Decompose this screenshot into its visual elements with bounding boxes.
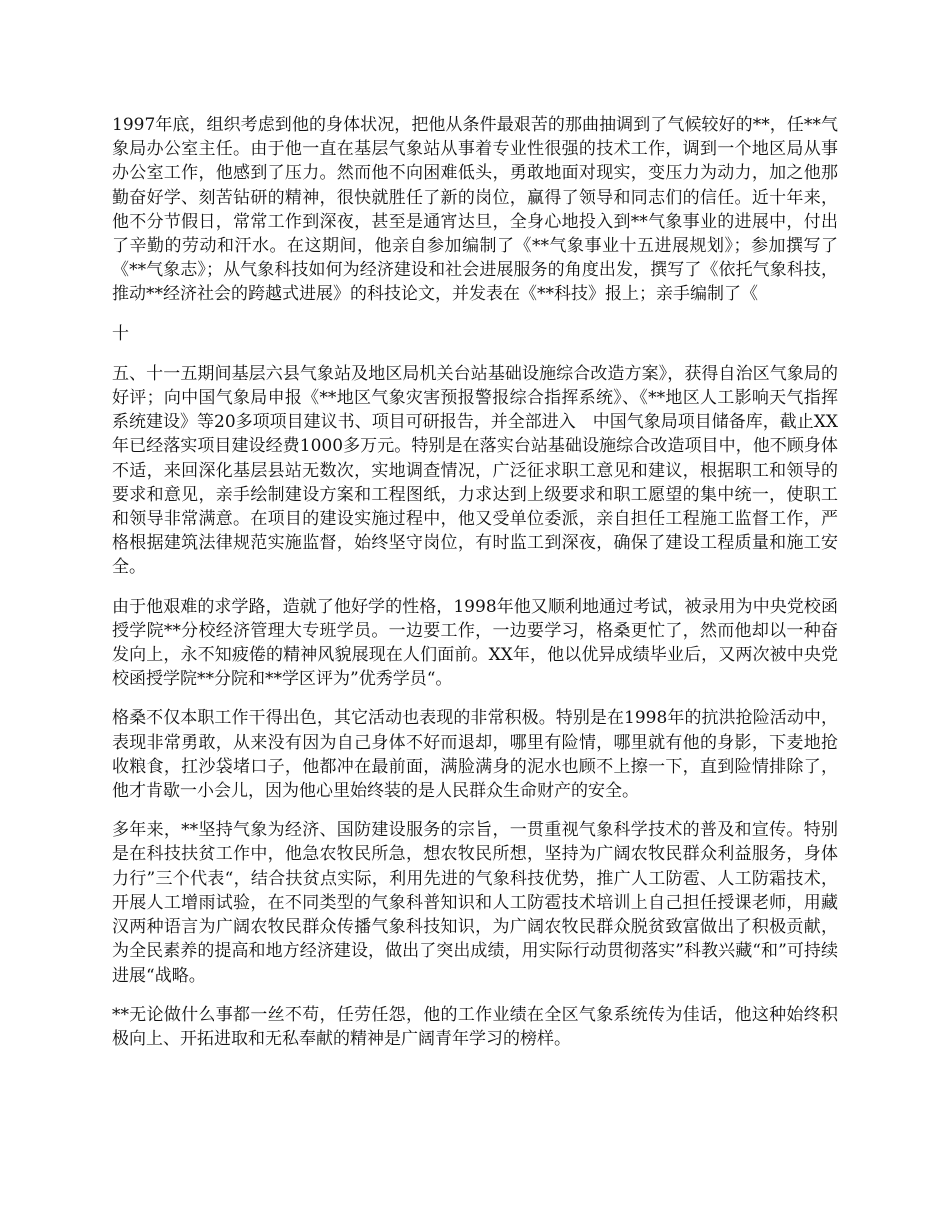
paragraph-7: **无论做什么事都一丝不苟，任劳任怨，他的工作业绩在全区气象系统传为佳话，他这种始终积极向上、开拓进取和无私奉献的精神是广阔青年学习的榜样。	[112, 1004, 838, 1049]
paragraph-4: 由于他艰难的求学路，造就了他好学的性格，1998年他又顺利地通过考试，被录用为中央党校函授学院**分校经济管理大专班学员。一边要工作，一边要学习，格桑更忙了，然而他却以一种奋发向上，永不知疲倦的精神风貌展现在人们面前。XX年，他以优异成绩毕业后，又两次被中央党校函授学院**分院和**学区评为”优秀学员“。	[112, 596, 838, 690]
paragraph-1: 1997年底，组织考虑到他的身体状况，把他从条件最艰苦的那曲抽调到了气候较好的**，任**气象局办公室主任。由于他一直在基层气象站从事着专业性很强的技术工作，调到一个地区局从事办公室工作，他感到了压力。然而他不向困难低头，勇敢地面对现实，变压力为动力，加之他那勤奋好学、刻苦钻研的精神，很快就胜任了新的岗位，赢得了领导和同志们的信任。近十年来，他不分节假日，常常工作到深夜，甚至是通宵达旦，全身心地投入到**气象事业的进展中，付出了辛勤的劳动和汗水。在这期间，他亲自参加编制了《**气象事业十五进展规划》；参加撰写了《**气象志》；从气象科技如何为经济建设和社会进展服务的角度出发，撰写了《依托气象科技，推动**经济社会的跨越式进展》的科技论文，并发表在《**科技》报上；亲手编制了《	[112, 115, 838, 305]
paragraph-3: 五、十一五期间基层六县气象站及地区局机关台站基础设施综合改造方案》，获得自治区气象局的好评；向中国气象局申报《**地区气象灾害预报警报综合指挥系统》、《**地区人工影响天气指挥系统建设》等20多项项目建议书、项目可研报告，并全部进入 中国气象局项目储备库，截止XX年已经落实项目建设经费1000多万元。特别是在落实台站基础设施综合改造项目中，他不顾身体不适，来回深化基层县站无数次，实地调查情况，广泛征求职工意见和建议，根据职工和领导的要求和意见，亲手绘制建设方案和工程图纸，力求达到上级要求和职工愿望的集中统一，使职工和领导非常满意。在项目的建设实施过程中，他又受单位委派，亲自担任工程施工监督工作，严格根据建筑法律规范实施监督，始终坚守岗位，有时监工到深夜，确保了建设工程质量和施工安全。	[112, 363, 838, 578]
paragraph-2: 十	[112, 323, 129, 344]
paragraph-5: 格桑不仅本职工作干得出色，其它活动也表现的非常积极。特别是在1998年的抗洪抢险活动中，表现非常勇敢，从来没有因为自己身体不好而退却，哪里有险情，哪里就有他的身影，下麦地抢收粮食，扛沙袋堵口子，他都冲在最前面，满脸满身的泥水也顾不上擦一下，直到险情排除了，他才肯歇一小会儿，因为他心里始终装的是人民群众生命财产的安全。	[112, 708, 838, 802]
paragraph-6: 多年来，**坚持气象为经济、国防建设服务的宗旨，一贯重视气象科学技术的普及和宣传。特别是在科技扶贫工作中，他急农牧民所急，想农牧民所想，坚持为广阔农牧民群众利益服务，身体力行”三个代表“，结合扶贫点实际，利用先进的气象科技优势，推广人工防雹、人工防霜技术，开展人工增雨试验，在不同类型的气象科普知识和人工防雹技术培训上自己担任授课老师，用藏汉两种语言为广阔农牧民群众传播气象科技知识，为广阔农牧民群众脱贫致富做出了积极贡献，为全民素养的提高和地方经济建设，做出了突出成绩，用实际行动贯彻落实”科教兴藏“和”可持续进展“战略。	[112, 820, 838, 986]
document-body	[112, 113, 838, 1066]
